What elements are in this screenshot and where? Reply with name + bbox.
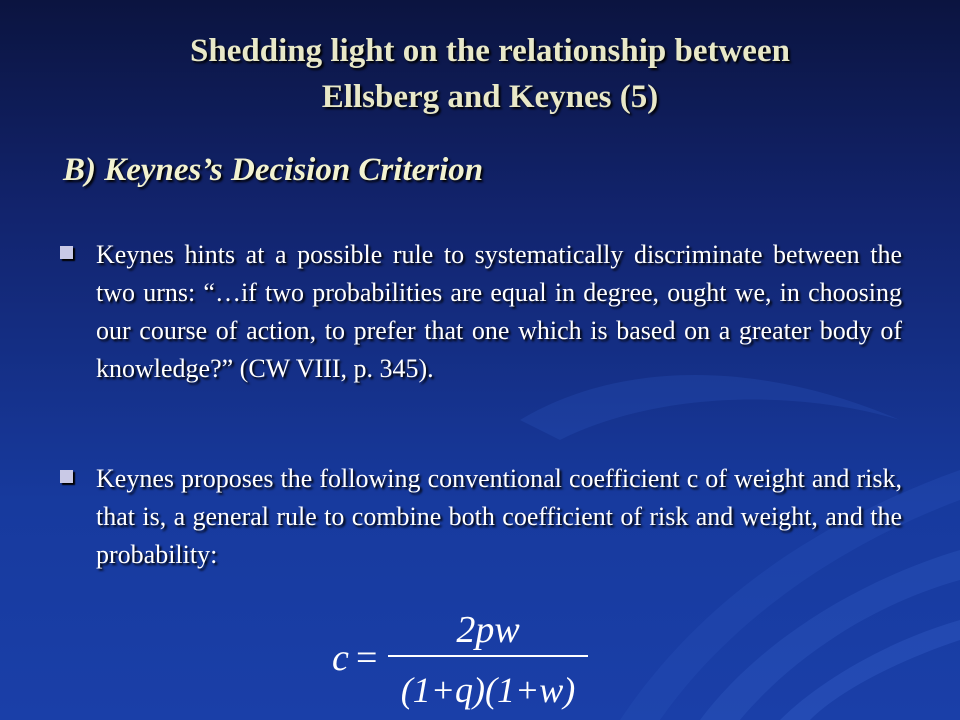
bullet-text-1: Keynes hints at a possible rule to systematically discriminate between the two urns: “…if two probabilities are equal in degree, ought we, in choosing our course of action, to prefer that one which is based on a greater body of knowledge?” (CW VIII, p. 345). (96, 240, 902, 383)
bullet-text-2: Keynes proposes the following conventional coefficient c of weight and risk, that is, a general rule to combine both coefficient of risk and weight, and the probability: (96, 464, 902, 569)
formula-denominator: (1+q)(1+w) (400, 670, 576, 710)
title-line-2: Ellsberg and Keynes (5) (321, 79, 659, 115)
bullet-item-2 (60, 460, 902, 574)
square-bullet-icon (60, 246, 73, 259)
formula-numerator: 2pw (456, 609, 520, 651)
formula-equals: = (356, 637, 378, 679)
formula-lhs: c (332, 637, 349, 679)
slide-title (80, 28, 900, 120)
bullet-item-1 (60, 236, 902, 388)
coefficient-formula (330, 606, 590, 710)
title-line-1: Shedding light on the relationship between (190, 33, 790, 69)
square-bullet-icon (60, 470, 73, 483)
section-subtitle: B) Keynes’s Decision Criterion (63, 152, 484, 188)
